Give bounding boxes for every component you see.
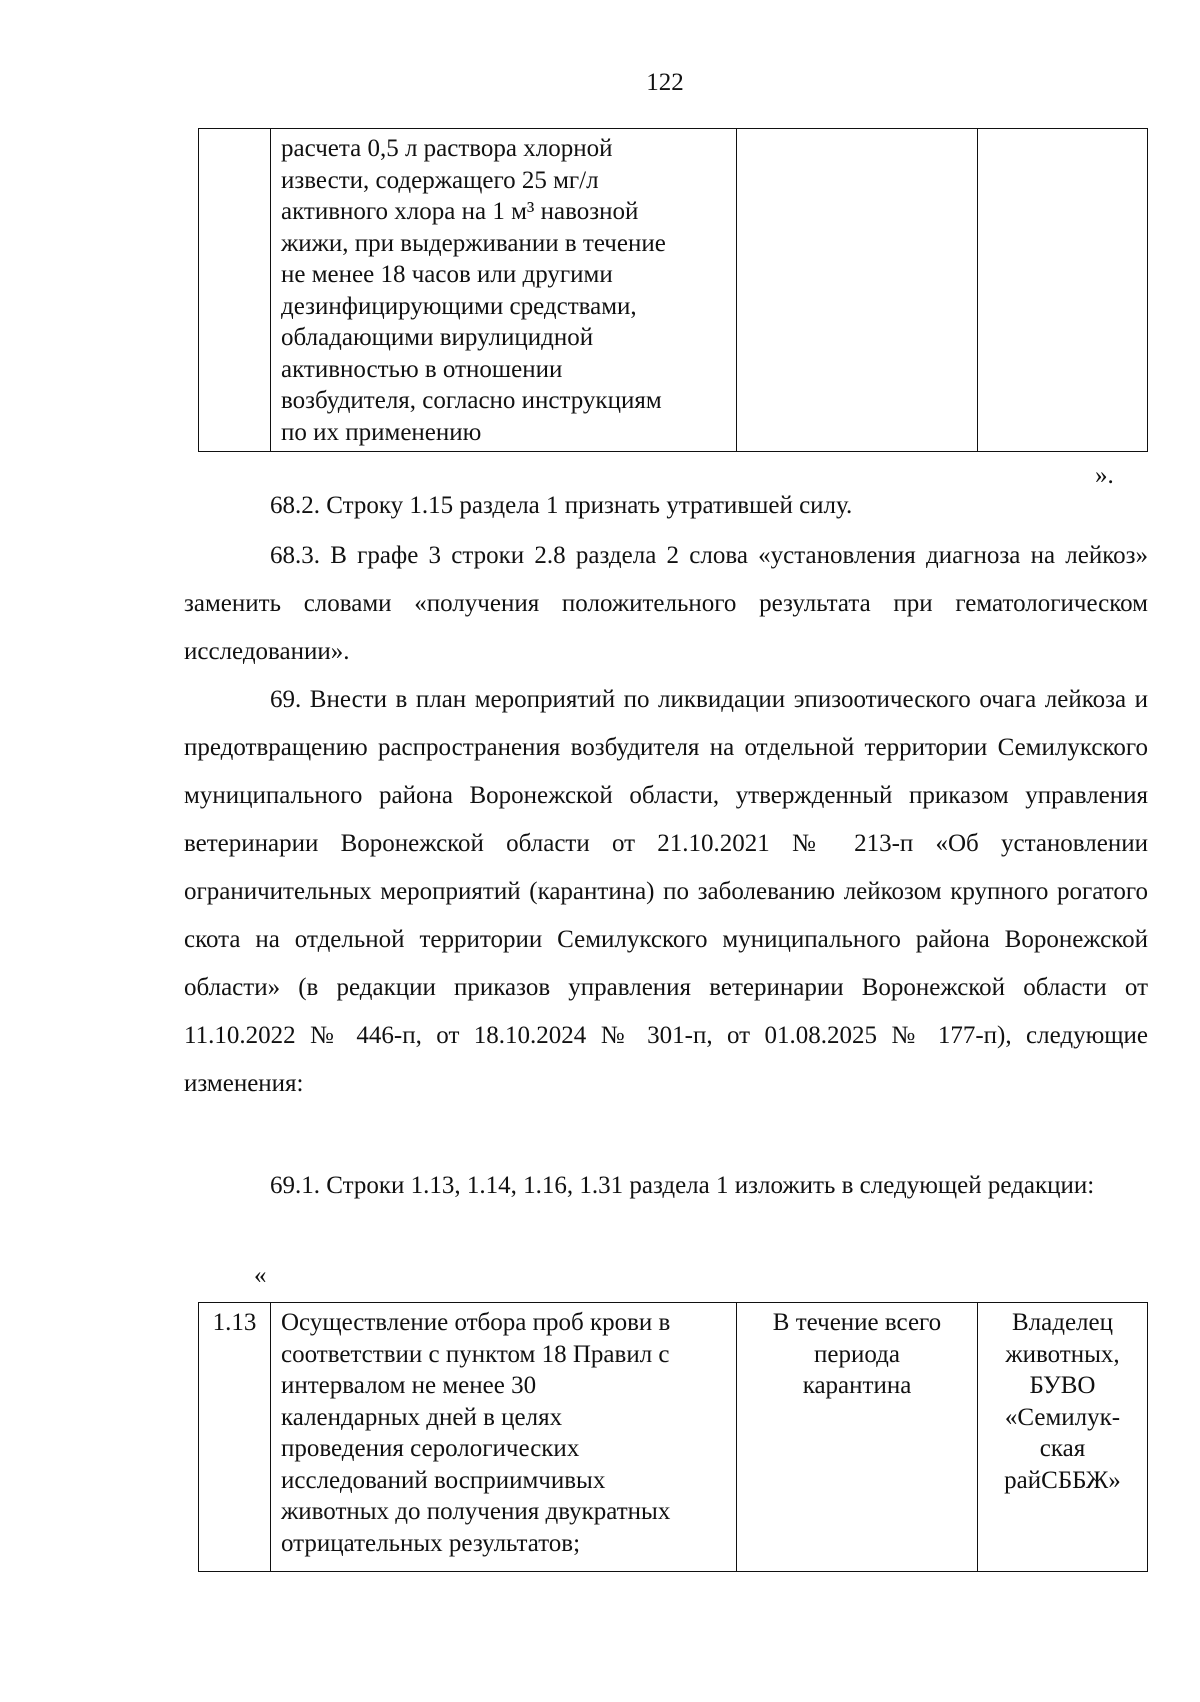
paragraph-68-3: 68.3. В графе 3 строки 2.8 раздела 2 слова «установления диагноза на лейкоз» заменить словами «получения положительного результата при гематологическом исследовании». <box>184 542 1148 665</box>
closing-quote: ». <box>1095 462 1114 489</box>
description-cell <box>271 1303 737 1572</box>
page-number: 122 <box>646 69 684 96</box>
opening-quote: « <box>254 1262 267 1289</box>
row-number-cell <box>199 1303 271 1572</box>
description-text: Осуществление отбора проб крови в соответствии с пунктом 18 Правил с интервалом не менее 30 календарных дней в целях проведения серологических исследований восприимчивых животных до получения двукратных отрицательных результатов; <box>281 1309 671 1557</box>
table-bottom-fragment <box>198 1302 1148 1572</box>
paragraph-68-2: 68.2. Строку 1.15 раздела 1 признать утратившей силу. <box>270 492 853 519</box>
paragraph-69: 69. Внести в план мероприятий по ликвидации эпизоотического очага лейкоза и предотвращению распространения возбудителя на отдельной территории Семилукского муниципального района Воронежской области, утвержденный приказом управления ветеринарии Воронежской области от 21.10.2021 № 213-п «Об установлении ограничительных мероприятий (карантина) по заболеванию лейкозом крупного рогатого скота на отдельной территории Семилукского муниципального района Воронежской области» (в редакции приказов управления ветеринарии Воронежской области от 11.10.2022 № 446-п, от 18.10.2024 № 301-п, от 01.08.2025 № 177-п), следующие изменения: <box>184 686 1148 1097</box>
paragraph-69-1: 69.1. Строки 1.13, 1.14, 1.16, 1.31 раздела 1 изложить в следующей редакции: <box>270 1172 1095 1199</box>
responsible-cell <box>978 1303 1148 1572</box>
period-cell <box>737 129 978 452</box>
period-cell <box>737 1303 978 1572</box>
row-number: 1.13 <box>212 1309 257 1336</box>
table-row <box>199 129 1148 452</box>
table-top-fragment <box>198 128 1148 452</box>
description-text: расчета 0,5 л раствора хлорной извести, содержащего 25 мг/л активного хлора на 1 м³ навозной жижи, при выдерживании в течение не менее 18 часов или другими дезинфицирующими средствами, обладающими вирулицидной активностью в отношении возбудителя, согласно инструкциям по их применению <box>281 135 666 446</box>
description-cell <box>271 129 737 452</box>
table-row <box>199 1303 1148 1572</box>
responsible-cell <box>978 129 1148 452</box>
period-text: В течение всего периода карантина <box>772 1309 942 1399</box>
row-number-cell <box>199 129 271 452</box>
responsible-text: Владелец животных, БУВО «Семилук- ская райСББЖ» <box>1004 1309 1121 1494</box>
